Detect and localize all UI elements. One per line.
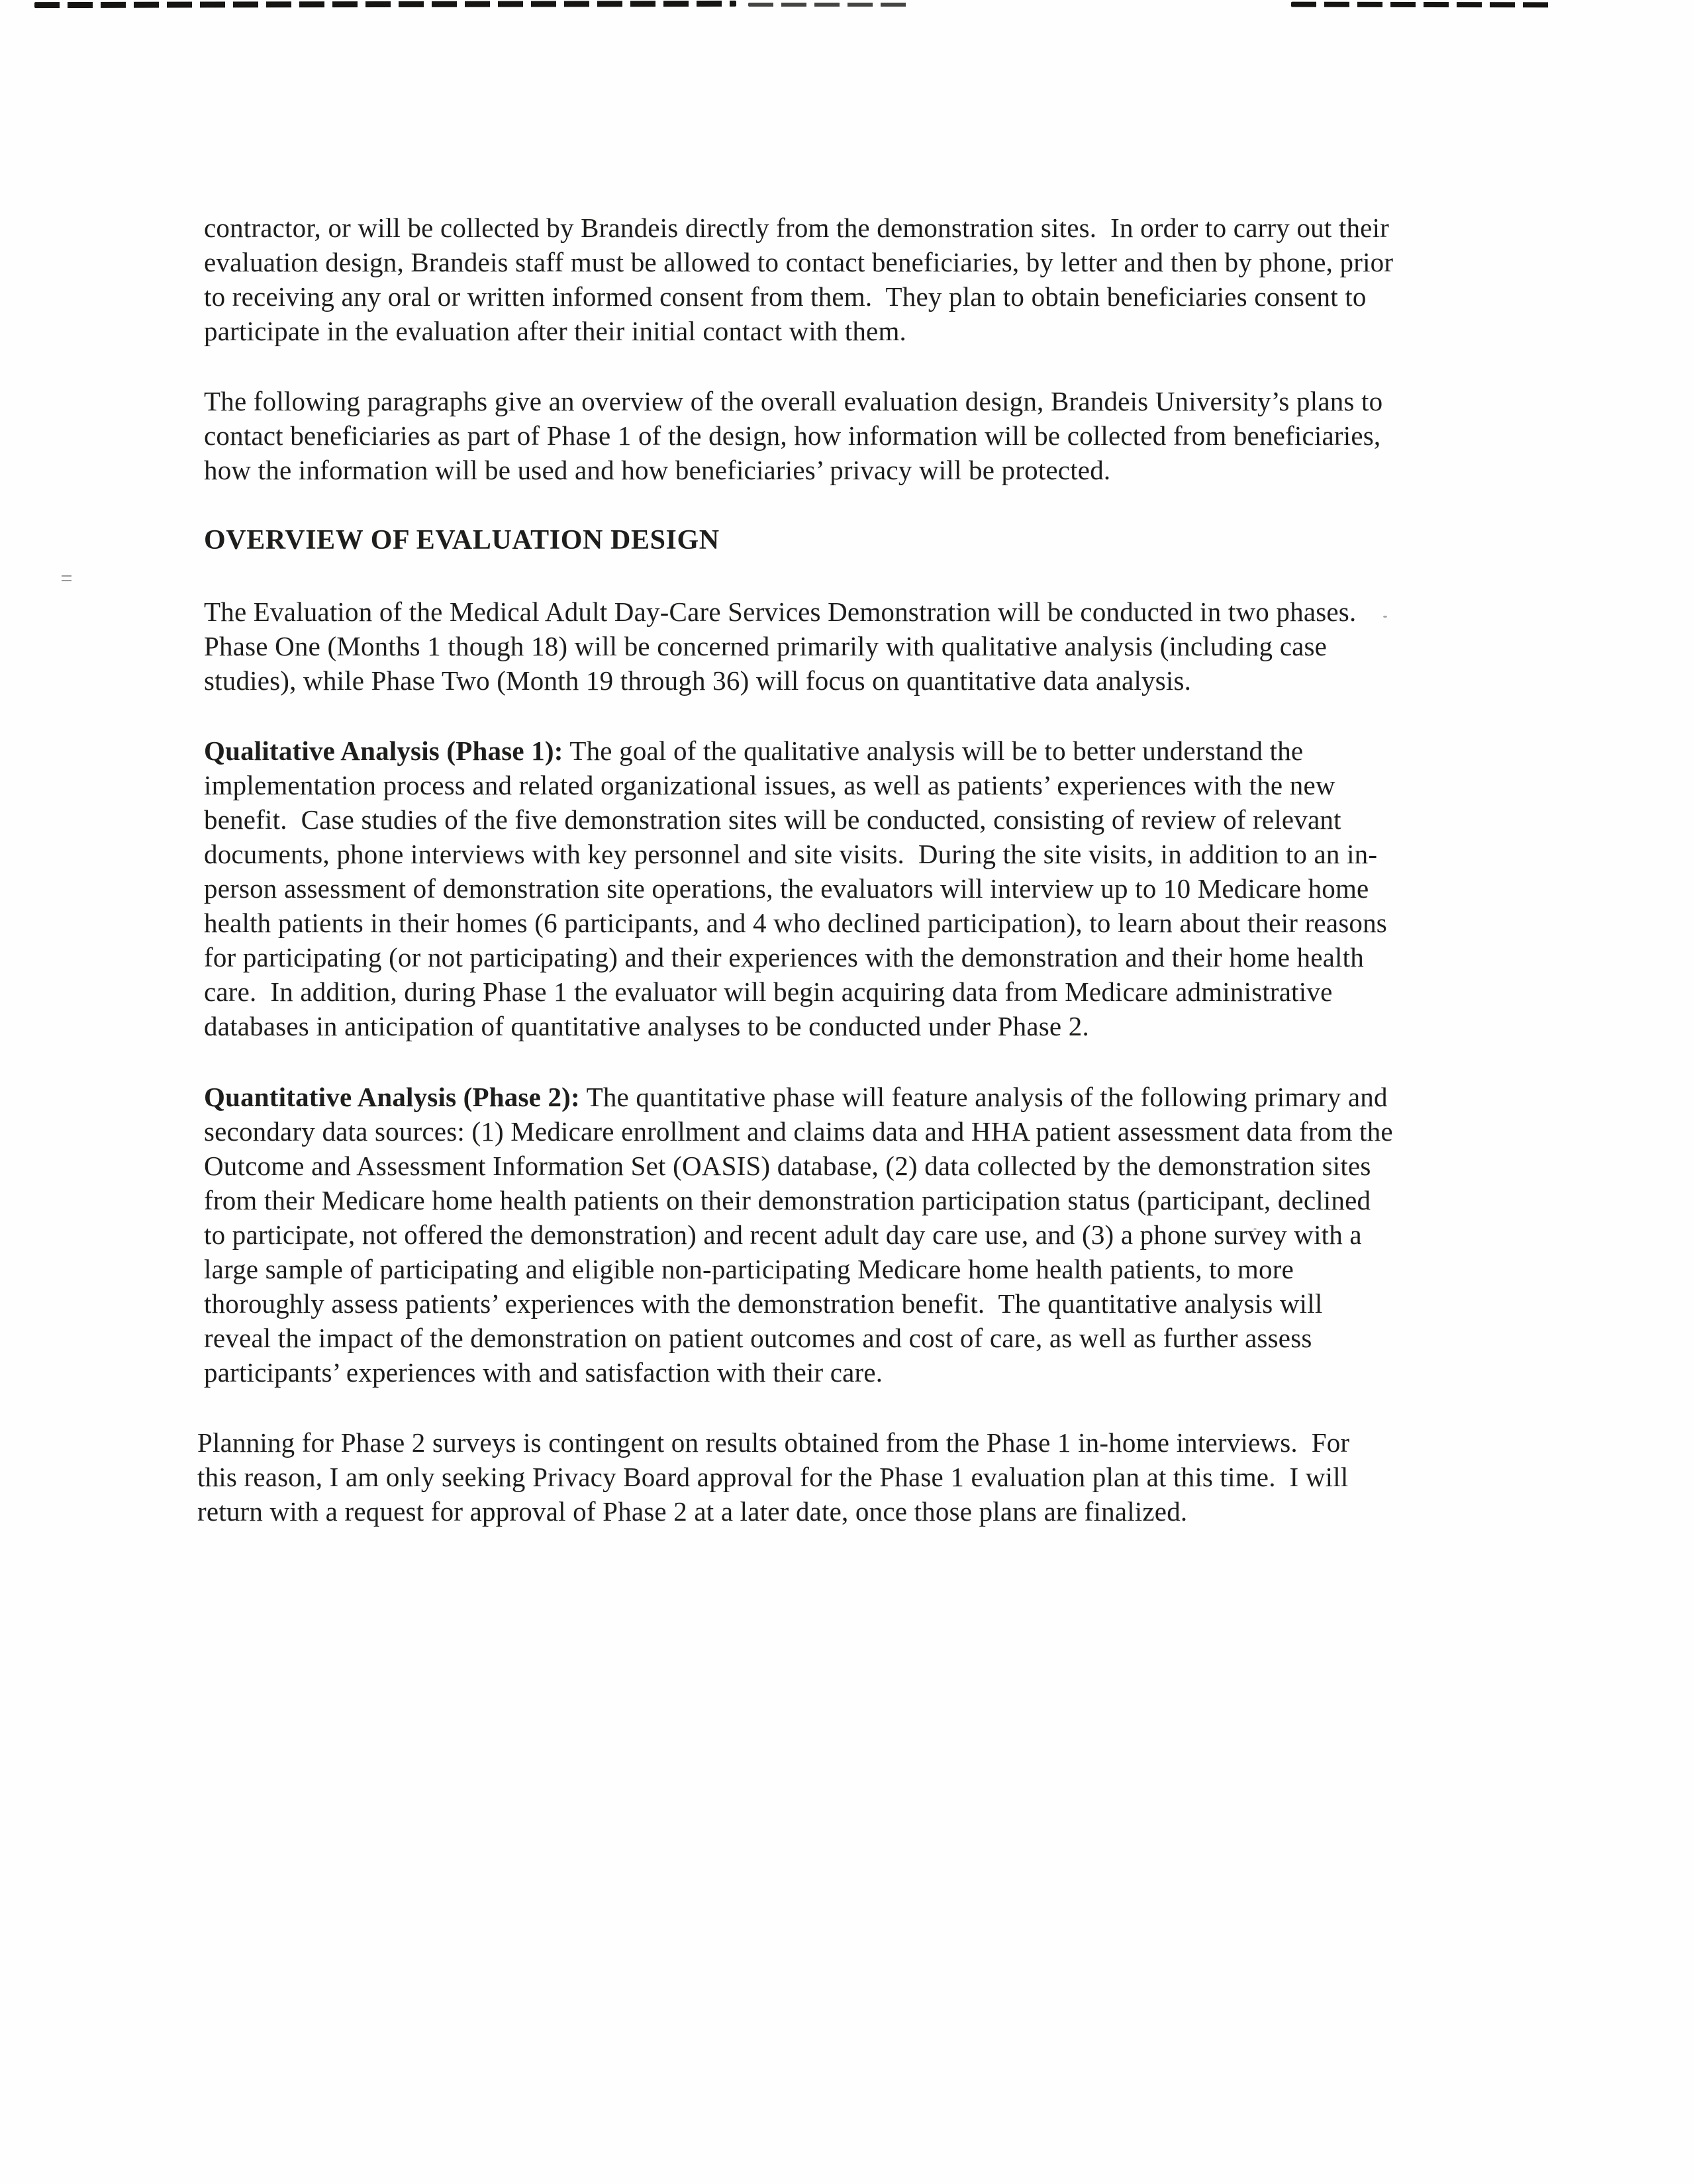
paragraph-qualitative-analysis bbox=[204, 734, 1396, 1044]
document-content bbox=[197, 211, 1400, 1564]
paragraph-text: contractor, or will be collected by Brandeis directly from the demonstration sites. In order to carry out their evaluation design, Brandeis staff must be allowed to contact beneficiaries, by letter and then by phone, prior to receiving any oral or written informed consent from them. They plan to obtain beneficiaries consent to participate in the evaluation after their initial contact with them. bbox=[204, 213, 1400, 347]
scan-speck bbox=[62, 575, 72, 577]
paragraph-lead-quantitative: Quantitative Analysis (Phase 2): bbox=[204, 1081, 580, 1112]
paragraph-lead-qualitative: Qualitative Analysis (Phase 1): bbox=[204, 735, 563, 766]
paragraph-text: The Evaluation of the Medical Adult Day-Care Services Demonstration will be conducted in two phases. Phase One (Months 1 though 18) will be concerned primarily with qualitative analysis (including case studies), while Phase Two (Month 19 through 36) will focus on quantitative data analysis. bbox=[204, 596, 1371, 696]
paragraph-phase2-planning bbox=[197, 1425, 1396, 1529]
scan-artifact-top-right bbox=[1291, 2, 1553, 8]
paragraph-evaluation-phases bbox=[204, 594, 1396, 698]
paragraph-text: The goal of the qualitative analysis will be to better understand the implementation process and related organizational issues, as well as patients’ experiences with the new benefit. Case studies of the five demonstration sites will be conducted, consisting of review of relevant documents, phone interviews with key personnel and site visits. During the site visits, in addition to an in-person assessment of demonstration site operations, the evaluators will interview up to 10 Medicare home health patients in their homes (6 participants, and 4 who declined participation), to learn about their reasons for participating (or not participating) and their experiences with the demonstration and their home health care. In addition, during Phase 1 the evaluator will begin acquiring data from Medicare administrative databases in anticipation of quantitative analyses to be conducted under Phase 2. bbox=[204, 735, 1394, 1042]
paragraph-text: The quantitative phase will feature analysis of the following primary and secondary data sources: (1) Medicare enrollment and claims data and HHA patient assessment data from the Outcome and Assessment Information Set (OASIS) database, (2) data collected by the demonstration sites from their Medicare home health patients on their demonstration participation status (participant, declined to participate, not offered the demonstration) and recent adult day care use, and (3) a phone survey with a large sample of participating and eligible non-participating Medicare home health patients, to more thoroughly assess patients’ experiences with the demonstration benefit. The quantitative analysis will reveal the impact of the demonstration on patient outcomes and cost of care, as well as further assess participants’ experiences with and satisfaction with their care. bbox=[204, 1081, 1400, 1388]
paragraph-overview-intro bbox=[204, 384, 1396, 487]
scan-artifact-top-left bbox=[34, 1, 736, 8]
paragraph-text: Planning for Phase 2 surveys is contingent on results obtained from the Phase 1 in-home interviews. For this reason, I am only seeking Privacy Board approval for the Phase 1 evaluation plan at this time. I will return with a request for approval of Phase 2 at a later date, once those plans are finalized. bbox=[197, 1427, 1357, 1527]
scan-artifact-top-middle bbox=[748, 3, 907, 7]
section-heading-overview: OVERVIEW OF EVALUATION DESIGN bbox=[204, 525, 720, 556]
paragraph-quantitative-analysis bbox=[204, 1080, 1400, 1390]
paragraph-text: The following paragraphs give an overview of the overall evaluation design, Brandeis University’s plans to contact beneficiaries as part of Phase 1 of the design, how information will be collected from beneficiaries, how the information will be used and how beneficiaries’ privacy will be protected. bbox=[204, 386, 1390, 486]
paragraph-intro-continuation bbox=[204, 211, 1400, 348]
